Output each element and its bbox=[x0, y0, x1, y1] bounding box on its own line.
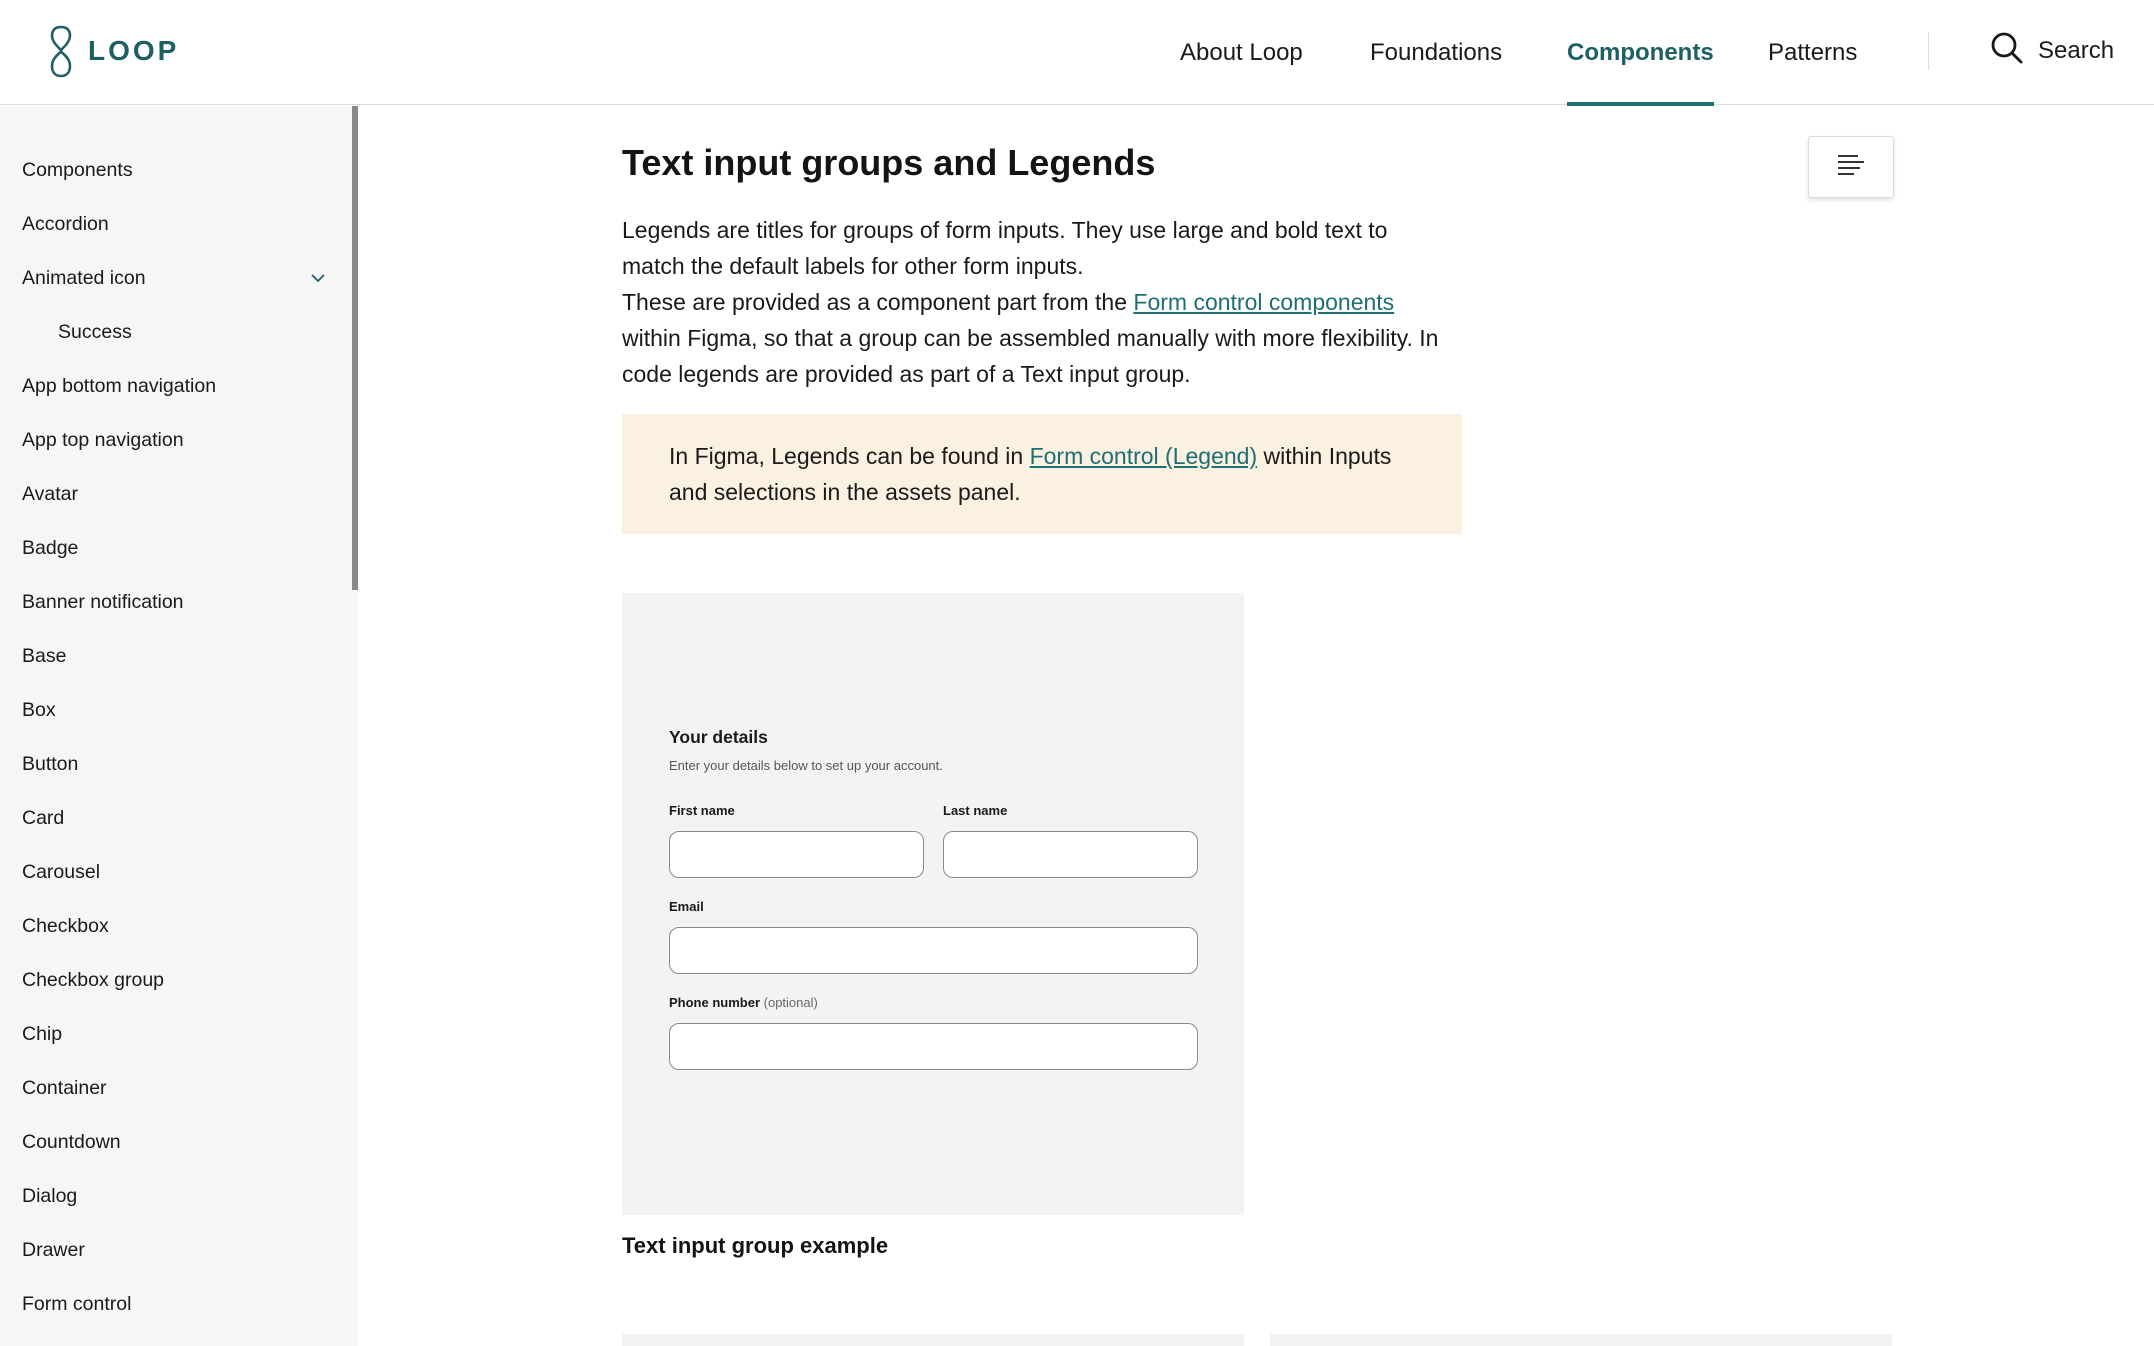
example-legend: Your details bbox=[669, 727, 768, 747]
sidebar-item-accordion[interactable]: Accordion bbox=[22, 212, 109, 235]
search-button[interactable] bbox=[1990, 30, 2114, 72]
sidebar-item-container[interactable]: Container bbox=[22, 1076, 107, 1099]
table-of-contents-button[interactable] bbox=[1808, 136, 1894, 198]
sidebar-item-avatar[interactable]: Avatar bbox=[22, 482, 79, 505]
sidebar-item-badge[interactable]: Badge bbox=[22, 536, 79, 559]
next-example-card bbox=[622, 1334, 1244, 1346]
callout-text-start: In Figma, Legends can be found in bbox=[669, 443, 1030, 469]
sidebar-scrollbar[interactable] bbox=[352, 106, 358, 590]
sidebar-item-button[interactable]: Button bbox=[22, 752, 79, 775]
chevron-down-icon[interactable] bbox=[308, 258, 328, 298]
sidebar-item-animated-icon[interactable]: Animated icon bbox=[22, 266, 146, 289]
sidebar-item-countdown[interactable]: Countdown bbox=[22, 1130, 121, 1153]
sidebar-item-app-top-navigation[interactable]: App top navigation bbox=[22, 428, 184, 451]
sidebar-item-carousel[interactable]: Carousel bbox=[22, 860, 101, 883]
component-paragraph bbox=[622, 284, 1452, 392]
email-input[interactable] bbox=[669, 927, 1198, 974]
email-label: Email bbox=[669, 899, 704, 914]
callout-text bbox=[669, 438, 1429, 510]
loop-logo[interactable] bbox=[44, 22, 194, 80]
text-input-group-example bbox=[622, 593, 1244, 1215]
component-paragraph-text-end: within Figma, so that a group can be assembled manually with more flexibility. In code legends are provided as part of a Text input group. bbox=[622, 325, 1439, 387]
first-name-input[interactable] bbox=[669, 831, 924, 878]
component-paragraph-text-start: These are provided as a component part from the bbox=[622, 289, 1134, 315]
sidebar-nav bbox=[0, 106, 358, 1346]
last-name-label: Last name bbox=[943, 803, 1008, 818]
site-header bbox=[0, 0, 2154, 105]
sidebar-item-components[interactable]: Components bbox=[22, 158, 133, 181]
form-control-legend-link[interactable]: Form control (Legend) bbox=[1029, 443, 1258, 469]
phone-number-label-text: Phone number bbox=[669, 995, 761, 1010]
first-name-label: First name bbox=[669, 803, 735, 818]
sidebar-item-base[interactable]: Base bbox=[22, 644, 67, 667]
sidebar-item-success[interactable]: Success bbox=[58, 320, 132, 343]
search-icon bbox=[1990, 31, 2024, 72]
logo-wordmark: LOOP bbox=[88, 35, 180, 66]
callout-text-end: within Inputs and selections in the assets panel. bbox=[669, 443, 1392, 505]
nav-divider bbox=[1928, 32, 1929, 70]
sidebar-item-card[interactable]: Card bbox=[22, 806, 65, 829]
sidebar-item-checkbox-group[interactable]: Checkbox group bbox=[22, 968, 165, 991]
sidebar-item-drawer[interactable]: Drawer bbox=[22, 1238, 85, 1261]
sidebar-item-box[interactable]: Box bbox=[22, 698, 56, 721]
sidebar-item-chip[interactable]: Chip bbox=[22, 1022, 63, 1045]
intro-paragraph: Legends are titles for groups of form inputs. They use large and bold text to match the default labels for other form inputs. bbox=[622, 217, 1388, 279]
sidebar-item-form-control[interactable]: Form control bbox=[22, 1292, 132, 1315]
nav-patterns[interactable]: Patterns bbox=[1768, 38, 1858, 66]
search-label: Search bbox=[2038, 37, 2115, 64]
example-caption: Text input group example bbox=[622, 1233, 889, 1258]
nav-about-loop[interactable]: About Loop bbox=[1180, 38, 1303, 66]
form-control-components-link[interactable]: Form control components bbox=[1133, 289, 1395, 315]
page-title: Text input groups and Legends bbox=[622, 142, 1156, 183]
sidebar-item-app-bottom-navigation[interactable]: App bottom navigation bbox=[22, 374, 217, 397]
nav-components[interactable]: Components bbox=[1567, 0, 1714, 105]
menu-lines-icon bbox=[1836, 153, 1866, 182]
optional-tag: (optional) bbox=[763, 995, 818, 1010]
example-description: Enter your details below to set up your account. bbox=[669, 758, 943, 773]
phone-number-label bbox=[669, 995, 818, 1010]
nav-foundations[interactable]: Foundations bbox=[1370, 38, 1503, 66]
last-name-input[interactable] bbox=[943, 831, 1198, 878]
phone-number-input[interactable] bbox=[669, 1023, 1198, 1070]
loop-logo-icon bbox=[44, 23, 78, 79]
next-example-card bbox=[1270, 1334, 1892, 1346]
sidebar-item-dialog[interactable]: Dialog bbox=[22, 1184, 78, 1207]
sidebar-item-banner-notification[interactable]: Banner notification bbox=[22, 590, 184, 613]
info-callout bbox=[622, 414, 1462, 534]
sidebar-item-checkbox[interactable]: Checkbox bbox=[22, 914, 109, 937]
